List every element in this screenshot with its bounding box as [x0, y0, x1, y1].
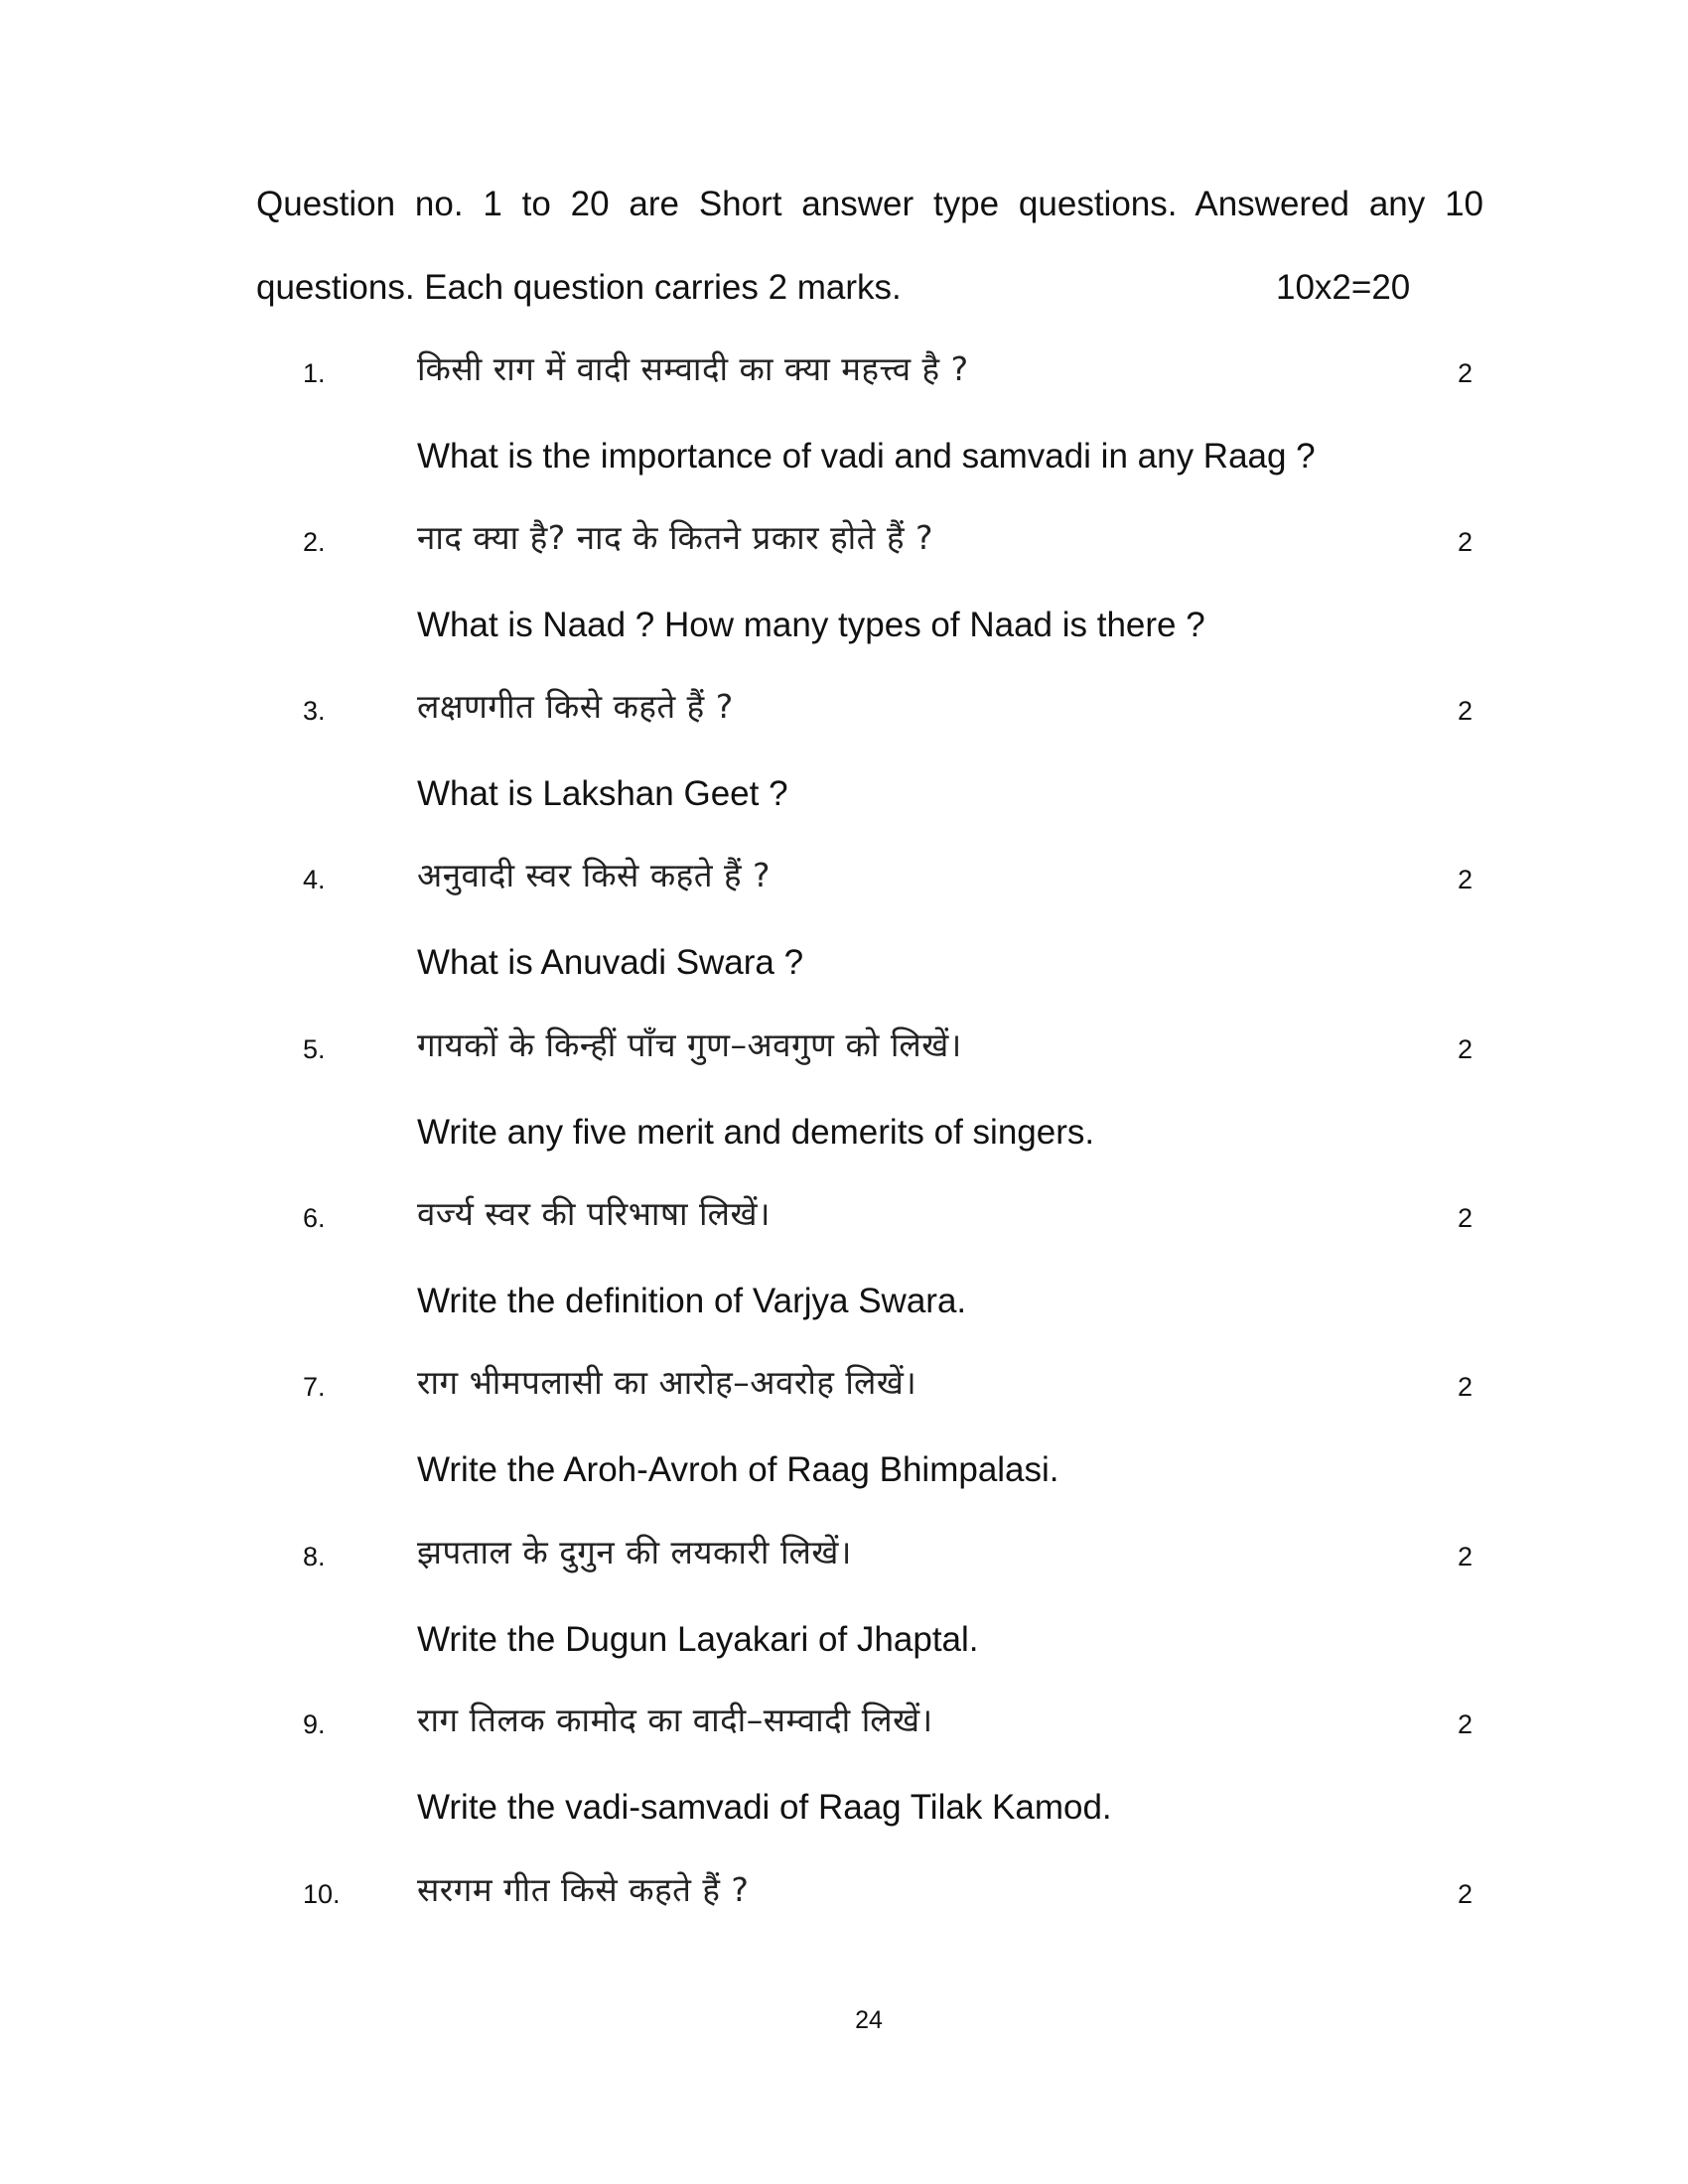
question-number: 10.	[303, 1879, 341, 1909]
question-marks: 2	[1458, 527, 1474, 557]
question-marks: 2	[1458, 1709, 1474, 1739]
question-marks: 2	[1458, 696, 1474, 726]
question-marks: 2	[1458, 358, 1474, 388]
question-number: 7.	[303, 1372, 326, 1402]
question-hindi: सरगम गीत किसे कहते हैं ?	[417, 1870, 750, 1909]
question-english: Write the definition of Varjya Swara.	[417, 1282, 967, 1320]
question-number: 8.	[303, 1542, 326, 1571]
question-number: 5.	[303, 1034, 326, 1064]
question-english: Write the Aroh-Avroh of Raag Bhimpalasi.	[417, 1450, 1059, 1489]
question-english: What is Anuvadi Swara ?	[417, 943, 804, 982]
question-number: 1.	[303, 358, 326, 388]
question-hindi: वर्ज्य स्वर की परिभाषा लिखें।	[417, 1194, 771, 1233]
question-number: 9.	[303, 1709, 326, 1739]
question-number: 3.	[303, 696, 326, 726]
question-hindi: अनुवादी स्वर किसे कहते हैं ?	[417, 856, 772, 894]
question-english: What is the importance of vadi and samvadi in any Raag ?	[417, 437, 1316, 476]
question-hindi: राग तिलक कामोद का वादी–सम्वादी लिखें।	[417, 1701, 933, 1739]
question-marks: 2	[1458, 1879, 1474, 1909]
question-marks: 2	[1458, 1203, 1474, 1233]
question-hindi: नाद क्या है? नाद के कितने प्रकार होते हैं ?	[417, 518, 934, 557]
question-marks: 2	[1458, 1034, 1474, 1064]
question-hindi: गायकों के किन्हीं पाँच गुण–अवगुण को लिखें।	[417, 1025, 962, 1064]
question-number: 4.	[303, 865, 326, 894]
question-number: 6.	[303, 1203, 326, 1233]
question-hindi: किसी राग में वादी सम्वादी का क्या महत्त्व है ?	[417, 349, 969, 388]
question-english: Write the vadi-samvadi of Raag Tilak Kamod.	[417, 1788, 1112, 1827]
question-english: Write any five merit and demerits of singers.	[417, 1113, 1095, 1152]
question-english: What is Lakshan Geet ?	[417, 774, 788, 813]
page-number: 24	[855, 2006, 883, 2034]
question-english: What is Naad ? How many types of Naad is there ?	[417, 606, 1205, 644]
question-hindi: राग भीमपलासी का आरोह–अवरोह लिखें।	[417, 1363, 917, 1402]
total-marks: 10x2=20	[1276, 268, 1411, 307]
instructions-line-2: questions. Each question carries 2 marks.	[256, 268, 902, 307]
question-english: Write the Dugun Layakari of Jhaptal.	[417, 1620, 979, 1659]
question-marks: 2	[1458, 865, 1474, 894]
instructions-line-1: Question no. 1 to 20 are Short answer type questions. Answered any 10	[256, 185, 1483, 223]
question-number: 2.	[303, 527, 326, 557]
question-hindi: झपताल के दुगुन की लयकारी लिखें।	[417, 1533, 852, 1571]
question-hindi: लक्षणगीत किसे कहते हैं ?	[417, 687, 734, 726]
question-marks: 2	[1458, 1542, 1474, 1571]
question-marks: 2	[1458, 1372, 1474, 1402]
